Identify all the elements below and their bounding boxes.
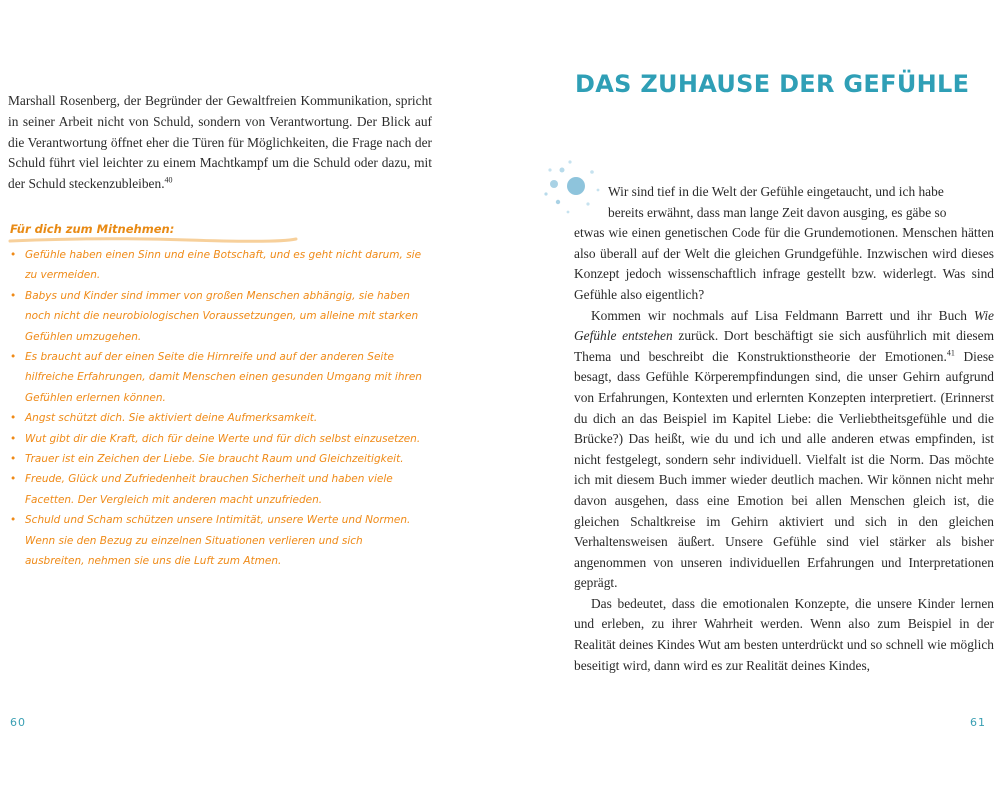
page-number-left: 60 xyxy=(10,716,26,729)
bullet-icon: • xyxy=(10,289,17,302)
chapter-title: DAS ZUHAUSE DER GEFÜHLE xyxy=(575,70,970,98)
list-item: • Schuld und Scham schützen unsere Intimität, unsere Werte und Normen. Wenn sie den Bezug zu einzelnen Situationen verlieren und sich ausbreiten, nehmen sie uns die Luft zum Atmen. xyxy=(10,510,422,571)
intro-paragraph xyxy=(8,91,432,194)
intro-text: Marshall Rosenberg, der Begründer der Gewaltfreien Kommunikation, spricht in seiner Arbeit nicht von Schuld, sondern von Verantwortung. Der Blick auf die Verantwortung öffnet eher die Türen für Möglichkeiten, die Frage nach der Schuld führt viel leichter zu einem Machtkampf um die Schuld oder dazu, mit der Schuld steckenzubleiben. xyxy=(8,93,432,191)
bullet-icon: • xyxy=(10,412,17,425)
takeaway-heading: Für dich zum Mitnehmen: xyxy=(10,222,175,236)
right-page xyxy=(500,0,1000,800)
paragraph-1: Wir sind tief in die Welt der Gefühle eingetaucht, und ich habe bereits erwähnt, dass man lange Zeit davon ausging, es gäbe so etwas wie einen genetischen Code für die Grundemotionen. Menschen hätten also überall auf der Welt die gleichen Grundgefühle. Inzwischen wird dieses Konzept jedoch wissenschaftlich infrage gestellt bzw. widerlegt. Was sind Gefühle also eigentlich? xyxy=(574,184,994,302)
list-item: • Babys und Kinder sind immer von großen Menschen abhängig, sie haben noch nicht die neurobiologischen Voraussetzungen, um alleine mit starken Gefühlen umzugehen. xyxy=(10,286,422,347)
footnote-40: 40 xyxy=(164,175,173,185)
takeaway-underline xyxy=(8,236,298,244)
book-title: Wie Gefühle entstehen xyxy=(574,307,994,344)
bullet-icon: • xyxy=(10,249,17,261)
footnote-41: 41 xyxy=(946,348,955,358)
bullet-icon: • xyxy=(10,453,17,466)
chapter-body xyxy=(574,182,994,676)
list-item: • Gefühle haben einen Sinn und eine Botschaft, und es geht nicht darum, sie zu vermeiden. xyxy=(10,245,422,286)
takeaway-list xyxy=(10,245,422,572)
bullet-icon: • xyxy=(10,514,17,527)
paragraph-3: Das bedeutet, dass die emotionalen Konzepte, die unsere Kinder lernen und erleben, zu ihrer Wahrheit werden. Wenn also zum Beispiel in der Realität deines Kindes Wut am besten unterdrückt und so schnell wie möglich beseitigt wird, dann wird es zur Realität deines Kindes, xyxy=(574,595,994,673)
list-item: • Angst schützt dich. Sie aktiviert deine Aufmerksamkeit. xyxy=(10,408,422,428)
bullet-icon: • xyxy=(10,351,17,364)
list-item: • Trauer ist ein Zeichen der Liebe. Sie braucht Raum und Gleichzeitigkeit. xyxy=(10,449,422,469)
list-item: • Es braucht auf der einen Seite die Hirnreife und auf der anderen Seite hilfreiche Erfahrungen, damit Menschen einen gesunden Umgang mit ihren Gefühlen erlernen können. xyxy=(10,347,422,408)
list-item: • Wut gibt dir die Kraft, dich für deine Werte und für dich selbst einzusetzen. xyxy=(10,429,422,449)
bullet-icon: • xyxy=(10,473,17,486)
bullet-icon: • xyxy=(10,432,17,445)
page-number-right: 61 xyxy=(970,716,986,729)
paragraph-2: Kommen wir nochmals auf Lisa Feldmann Barrett und ihr Buch Wie Gefühle entstehen zurück. Dort beschäftigt sie sich ausführlich mit diesem Thema und beschreibt die Konstruktionstheorie der Emotionen.$^{41}$ Diese besagt, dass Gefühle Körperempfindungen sind, die unser Gehirn aufgrund von Erfahrungen, Kontexten und erlernten Konzepten interpretiert. (Erinnerst du dich an das Beispiel im Kapitel Liebe: die Verliebtheitsgefühle und die Brücke?) Das heißt, wie du und ich und alle anderen etwas empfinden, ist nicht festgelegt, sondern sehr individuell. Vielfalt ist die Norm. Das möchte ich mit diesem Buch immer wieder deutlich machen. Wir können nicht mehr davon ausgehen, dass eine Emotion bei allen Menschen gleich ist, die gleichen Schaltkreise im Gehirn aktiviert und sich in den gleichen Verhaltensweisen äußert. Unsere Gefühle sind viel stärker als bisher angenommen von unseren individuellen Erfahrungen und Interpretationen geprägt. xyxy=(574,307,994,591)
list-item: • Freude, Glück und Zufriedenheit brauchen Sicherheit und haben viele Facetten. Der Vergleich mit anderen macht unzufrieden. xyxy=(10,469,422,510)
